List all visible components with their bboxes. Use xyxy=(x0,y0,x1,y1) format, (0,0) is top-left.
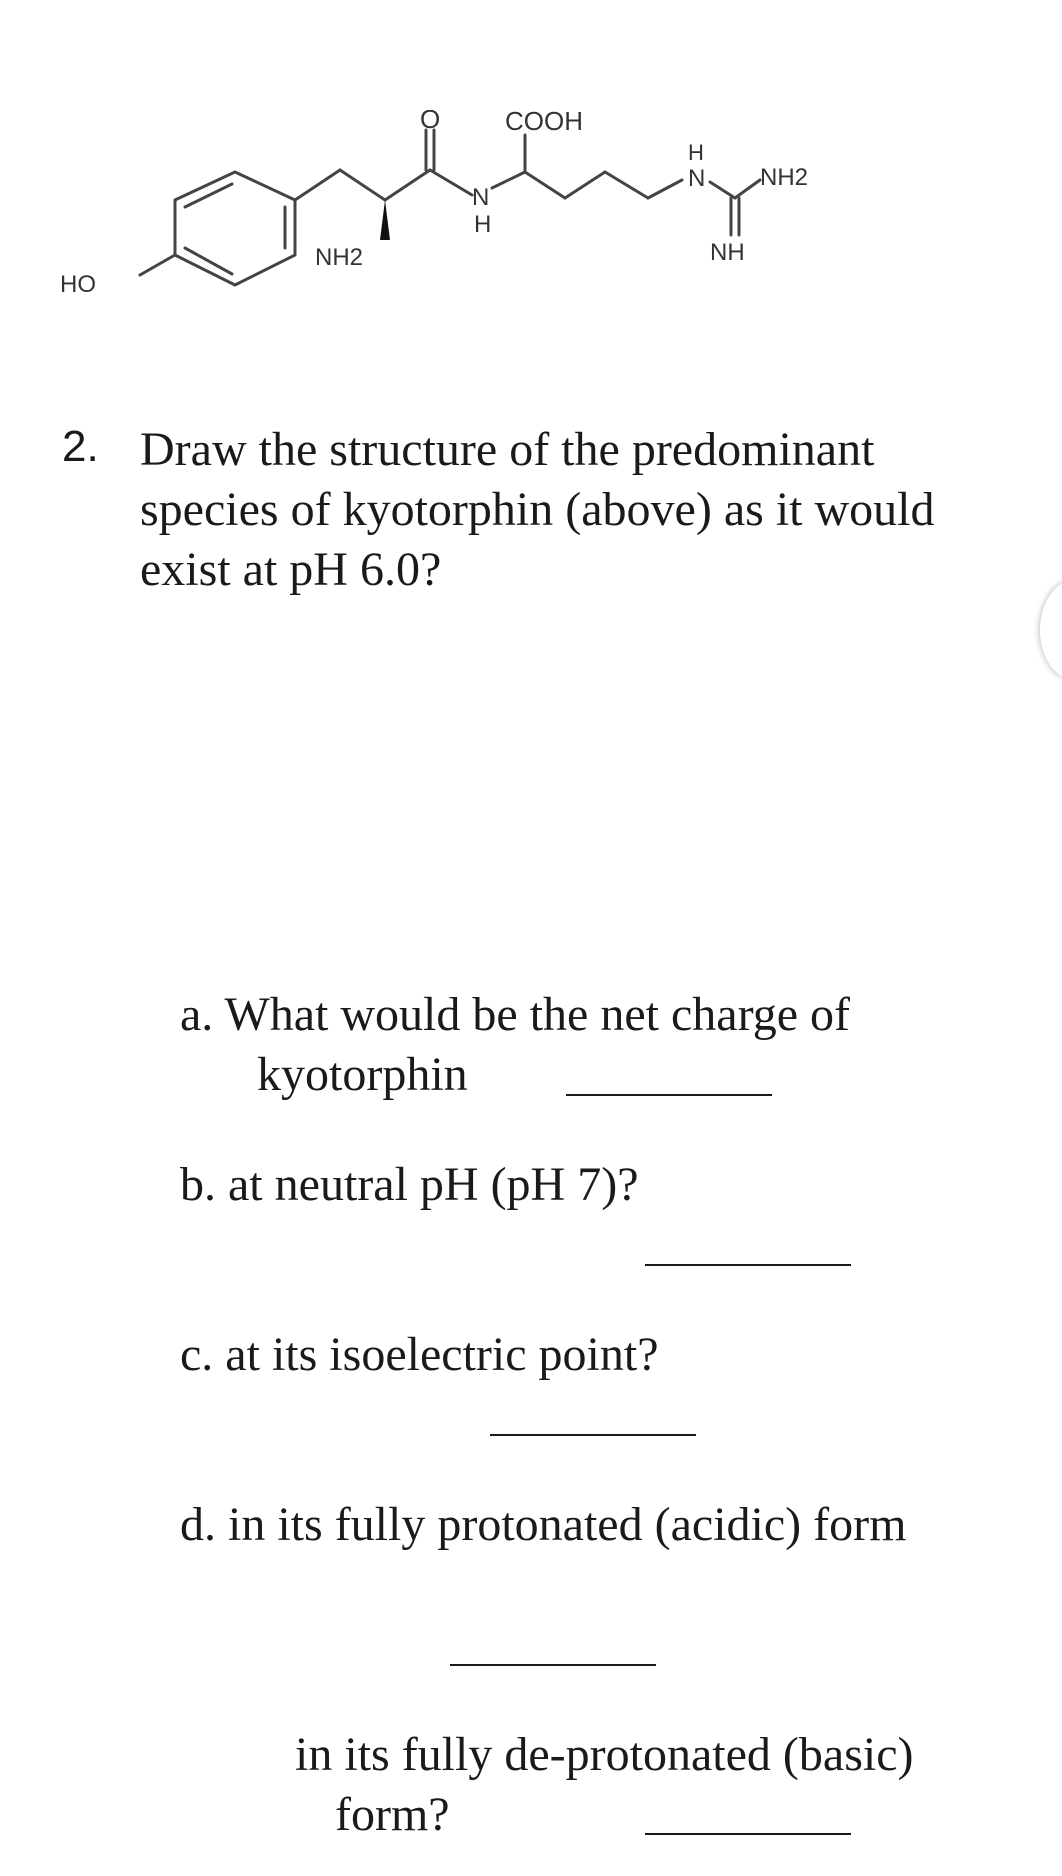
benzene-ring xyxy=(175,172,295,285)
answer-blank-e[interactable] xyxy=(645,1833,851,1835)
question-line: species of kyotorphin (above) as it would xyxy=(140,483,935,536)
subquestion-b: b. at neutral pH (pH 7)? xyxy=(180,1158,639,1211)
answer-blank-d[interactable] xyxy=(450,1664,656,1666)
subquestion-e-line1: in its fully de-protonated (basic) xyxy=(295,1728,914,1781)
subquestion-c: c. at its isoelectric point? xyxy=(180,1328,659,1381)
edge-scroll-handle[interactable] xyxy=(1040,580,1062,680)
subquestion-a-line1: a. What would be the net charge of xyxy=(180,988,850,1041)
answer-blank-a[interactable] xyxy=(566,1094,772,1096)
question-line: Draw the structure of the predominant xyxy=(140,423,875,476)
answer-blank-b[interactable] xyxy=(645,1264,851,1266)
subquestion-d: d. in its fully protonated (acidic) form xyxy=(180,1498,907,1551)
amide-hydrogen-label: H xyxy=(474,211,492,238)
subquestion-e-line2: form? xyxy=(335,1788,450,1841)
subquestion-a-line2: kyotorphin xyxy=(257,1048,468,1101)
wedge-bond xyxy=(380,200,390,240)
answer-blank-c[interactable] xyxy=(490,1434,696,1436)
question-text xyxy=(140,420,1040,600)
amide-nitrogen-label: N xyxy=(472,184,490,211)
question-number: 2. xyxy=(62,422,99,471)
question-line: exist at pH 6.0? xyxy=(140,543,442,596)
guanidine-amine-label: NH2 xyxy=(760,164,809,191)
hydroxyl-bond xyxy=(140,255,175,275)
guanidine-nitrogen-label: N xyxy=(688,165,706,192)
guanidine-hydrogen-label: H xyxy=(688,140,704,165)
cooh-label: COOH xyxy=(505,110,583,136)
hydroxyl-label: HO xyxy=(60,271,96,298)
kyotorphin-structure-diagram xyxy=(60,110,980,370)
guanidine-imine-label: NH xyxy=(710,239,745,266)
alpha-amine-label: NH2 xyxy=(315,244,364,271)
carbonyl-oxygen-label: O xyxy=(420,110,441,134)
